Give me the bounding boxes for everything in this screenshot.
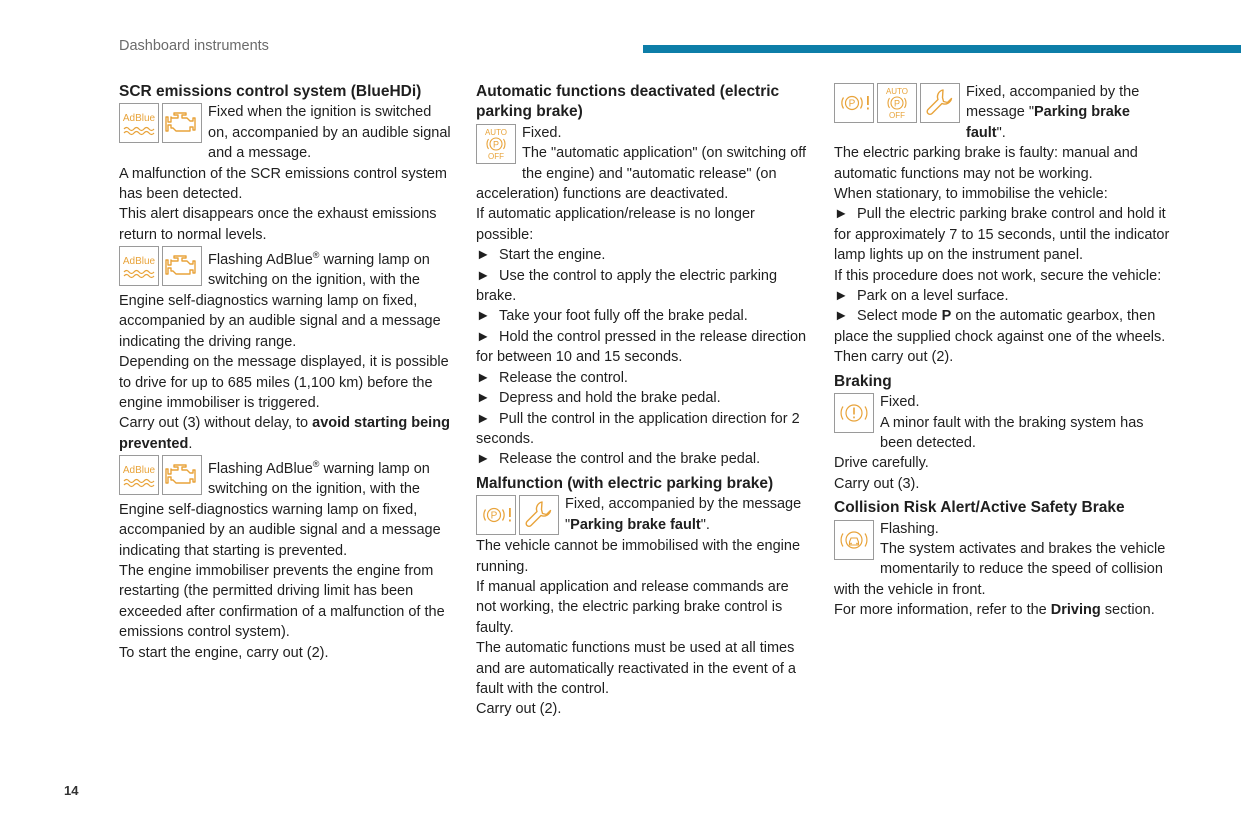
- brake-malfunction-p2: If manual application and release commands are not working, the electric parking brake control is faulty.: [476, 578, 789, 636]
- svg-text:P: P: [490, 510, 498, 522]
- column-scr-emissions: [119, 82, 455, 663]
- brake-malfunction-block: [476, 494, 812, 720]
- braking-block: [834, 392, 1170, 494]
- scr-range-p1: Depending on the message displayed, it is possible to drive for up to 685 miles (1,100 km) before the engine immobiliser is triggered.: [119, 354, 449, 411]
- brake-fault-block: [834, 82, 1170, 368]
- auto-p-off-icon: [877, 83, 917, 123]
- procedure-step: ► Select mode P on the automatic gearbox, then place the supplied chock against one of the wheels.: [834, 308, 1166, 345]
- column-brake-fault-braking: [834, 82, 1170, 621]
- auto-p-off-icon: [476, 124, 516, 164]
- engine-icon: [162, 455, 202, 495]
- parking-brake-fault-icon: [834, 83, 874, 123]
- braking-p2: Drive carefully.: [834, 455, 929, 472]
- scr-block-flashing-range: [119, 245, 455, 454]
- svg-text:AUTO: AUTO: [484, 127, 508, 137]
- collision-alert-block: [834, 519, 1170, 621]
- heading-brake-malfunction: Malfunction (with electric parking brake): [476, 474, 774, 492]
- collision-p1: The system activates and brakes the vehicle momentarily to reduce the speed of collision with the vehicle in front.: [834, 540, 1166, 598]
- brake-malfunction-p1: The vehicle cannot be immobilised with the engine running.: [476, 538, 801, 575]
- procedure-step: ► Depress and hold the brake pedal.: [476, 390, 721, 407]
- auto-deactivated-p1: The "automatic application" (on switching off the engine) and "automatic release" (on acceleration) functions are deactivated.: [476, 145, 807, 203]
- brake-fault-p2: When stationary, to immobilise the vehicle:: [834, 186, 1108, 203]
- procedure-step: ► Take your foot fully off the brake pedal.: [476, 308, 748, 325]
- header-accent-bar: [643, 45, 1241, 53]
- adblue-icon: [119, 455, 159, 495]
- scr-prevented-intro: Flashing AdBlue® warning lamp on switching on the ignition, with the Engine self-diagnostics warning lamp on fixed, accompanied by an audible signal and a message indicating that starting is prevented.: [119, 459, 441, 559]
- svg-text:AdBlue: AdBlue: [122, 256, 156, 268]
- page-number: 14: [64, 783, 79, 798]
- parking-brake-fault-icon: [476, 495, 516, 535]
- adblue-icon: [119, 246, 159, 286]
- scr-range-p2: Carry out (3) without delay, to avoid starting being prevented.: [119, 415, 450, 452]
- scr-fixed-p2: This alert disappears once the exhaust emissions return to normal levels.: [119, 206, 437, 243]
- engine-icon: [162, 246, 202, 286]
- procedure-step: ► Release the control and the brake pedal.: [476, 451, 761, 468]
- wrench-icon: [920, 83, 960, 123]
- braking-status: Fixed.: [880, 394, 920, 411]
- heading-scr-emissions: SCR emissions control system (BlueHDi): [119, 83, 422, 100]
- procedure-step: ► Release the control.: [476, 369, 628, 386]
- brake-malfunction-intro: Fixed, accompanied by the message "Parking brake fault".: [565, 496, 802, 533]
- brake-malfunction-p3: The automatic functions must be used at all times and are automatically reactivated in the event of a fault with the control.: [476, 640, 796, 697]
- scr-prevented-p1: The engine immobiliser prevents the engine from restarting (the permitted driving limit has been exceeded after confirmation of a malfunction of the emissions control system).: [119, 563, 445, 641]
- brake-system-icon: [834, 393, 874, 433]
- scr-fixed-p1: A malfunction of the SCR emissions control system has been detected.: [119, 165, 447, 203]
- scr-block-fixed: [119, 102, 455, 245]
- brake-fault-intro: Fixed, accompanied by the message "Parking brake fault".: [966, 84, 1140, 141]
- svg-text:AdBlue: AdBlue: [122, 113, 156, 125]
- scr-fixed-intro: Fixed when the ignition is switched on, accompanied by an audible signal and a message.: [208, 104, 451, 162]
- procedure-step: ► Pull the control in the application direction for 2 seconds.: [476, 410, 800, 447]
- svg-text:OFF: OFF: [488, 151, 504, 161]
- braking-p1: A minor fault with the braking system has been detected.: [880, 414, 1144, 451]
- collision-p2: For more information, refer to the Driving section.: [834, 602, 1155, 619]
- svg-text:AdBlue: AdBlue: [122, 465, 156, 477]
- procedure-step: ► Pull the electric parking brake control and hold it for approximately 7 to 15 seconds, until the indicator lamp lights up on the instrument panel.: [834, 206, 1170, 264]
- svg-text:P: P: [848, 98, 856, 110]
- svg-text:AUTO: AUTO: [885, 87, 909, 96]
- collision-alert-icon: [834, 520, 874, 560]
- procedure-step: ► Park on a level surface.: [834, 288, 1009, 305]
- heading-braking: Braking: [834, 372, 892, 390]
- collision-status: Flashing.: [880, 520, 939, 537]
- brake-fault-p1: The electric parking brake is faulty: manual and automatic functions may not be working.: [834, 145, 1138, 182]
- scr-block-flashing-prevented: [119, 454, 455, 663]
- procedure-step: ► Start the engine.: [476, 247, 606, 264]
- braking-p3: Carry out (3).: [834, 475, 920, 492]
- procedure-step: ► Use the control to apply the electric parking brake.: [476, 267, 778, 305]
- scr-prevented-p2: To start the engine, carry out (2).: [119, 644, 329, 661]
- brake-fault-p4: Then carry out (2).: [834, 349, 954, 366]
- brake-malfunction-p4: Carry out (2).: [476, 701, 562, 718]
- svg-text:P: P: [893, 98, 901, 109]
- svg-text:P: P: [492, 139, 500, 150]
- procedure-step: ► Hold the control pressed in the release direction for between 10 and 15 seconds.: [476, 328, 807, 366]
- column-parking-brake: [476, 82, 812, 720]
- auto-deactivated-block: [476, 123, 812, 470]
- auto-deactivated-status: Fixed.: [522, 124, 562, 141]
- heading-collision-alert: Collision Risk Alert/Active Safety Brake: [834, 499, 1125, 517]
- wrench-icon: [519, 495, 559, 535]
- engine-icon: [162, 103, 202, 143]
- adblue-icon: [119, 103, 159, 143]
- brake-fault-p3: If this procedure does not work, secure the vehicle:: [834, 267, 1162, 284]
- heading-auto-functions-deactivated: Automatic functions deactivated (electric parking brake): [476, 83, 780, 121]
- auto-deactivated-p2: If automatic application/release is no longer possible:: [476, 206, 755, 243]
- svg-text:OFF: OFF: [889, 111, 905, 120]
- scr-range-intro: Flashing AdBlue® warning lamp on switching on the ignition, with the Engine self-diagnostics warning lamp on fixed, accompanied by an audible signal and a message indicating the driving range.: [119, 250, 441, 350]
- running-head: Dashboard instruments: [119, 38, 269, 54]
